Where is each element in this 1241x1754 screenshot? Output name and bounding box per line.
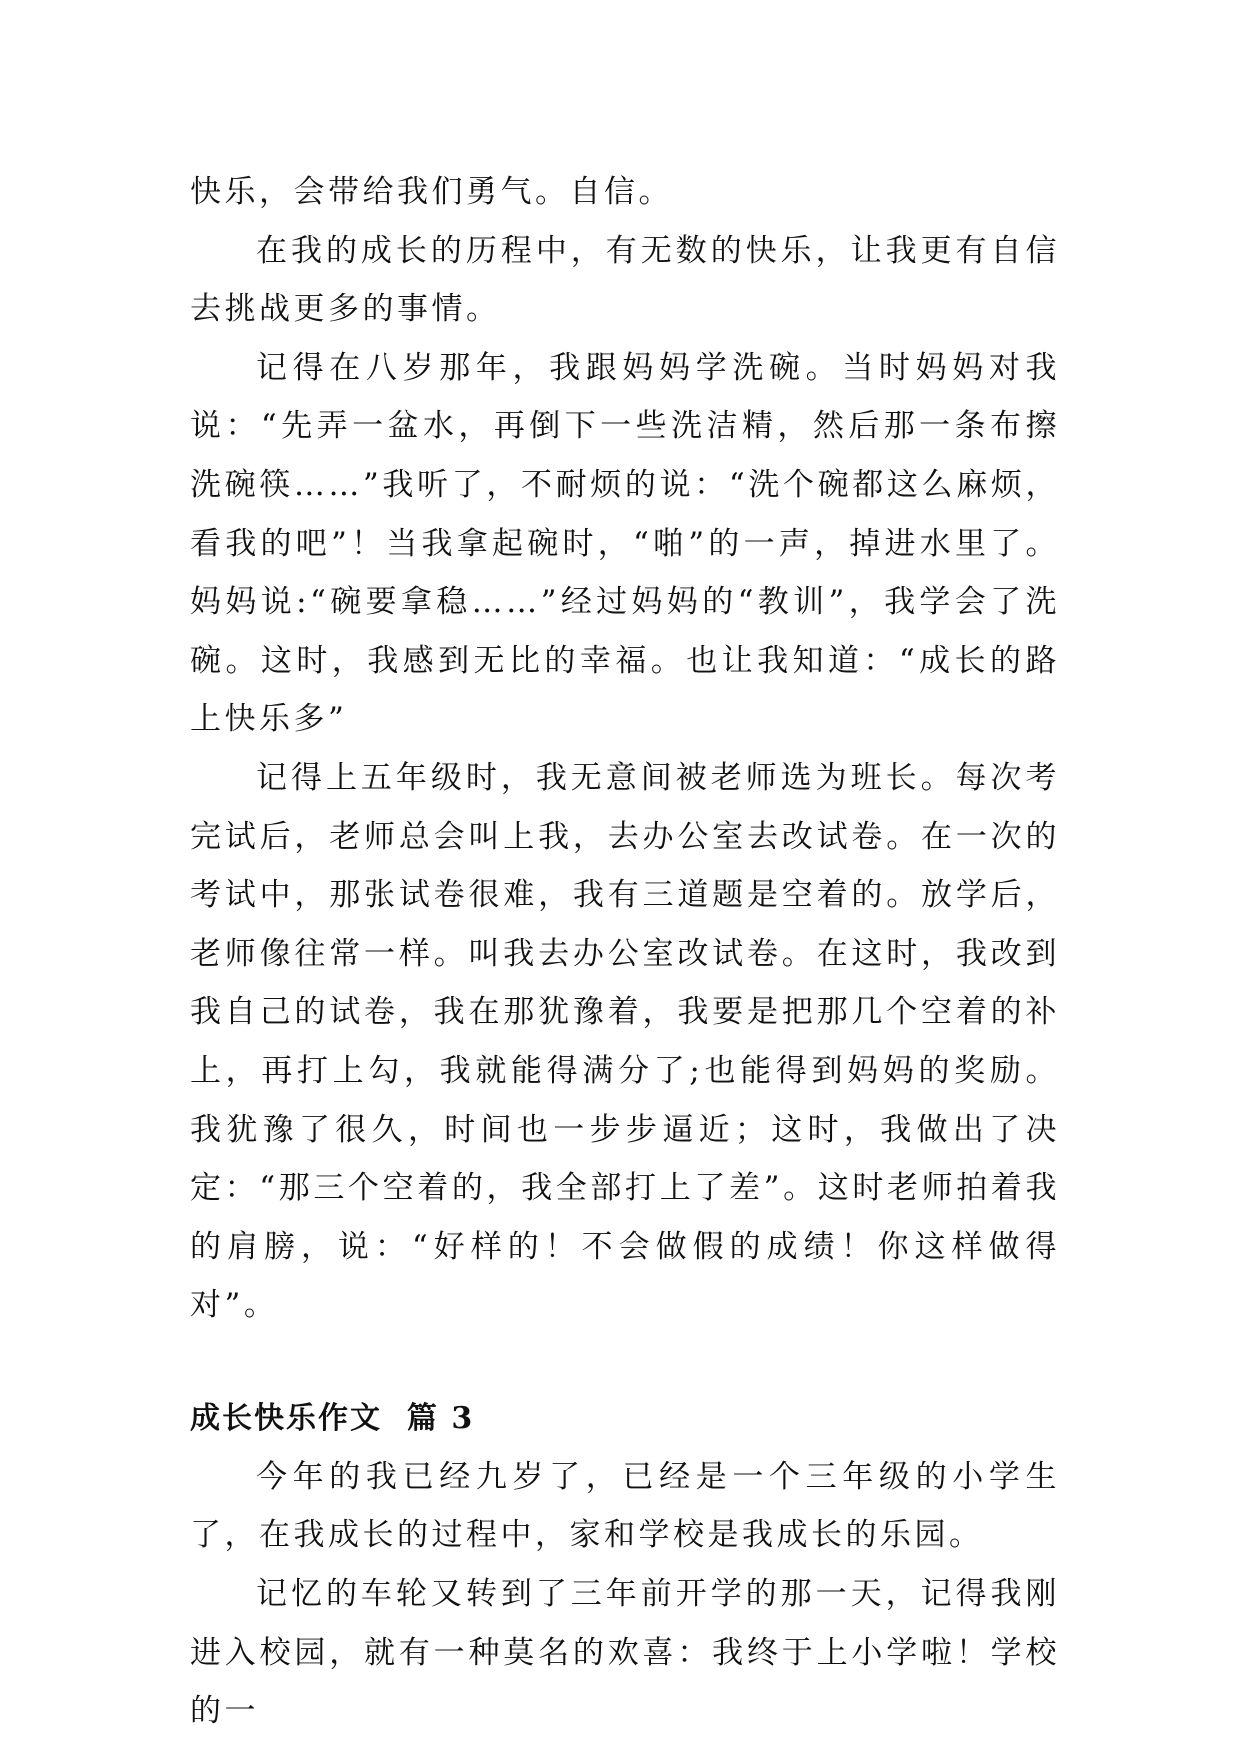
paragraph-class-monitor: 记得上五年级时，我无意间被老师选为班长。每次考完试后，老师总会叫上我，去办公室去改试卷。在一次的考试中，那张试卷很难，我有三道题是空着的。放学后，老师像往常一样。叫我去办公室改试卷。在这时，我改到我自己的试卷，我在那犹豫着，我要是把那几个空着的补上，再打上勾，我就能得满分了;也能得到妈妈的奖励。我犹豫了很久，时间也一步步逼近；这时，我做出了决定：“那三个空着的，我全部打上了差”。这时老师拍着我的肩膀，说：“好样的！不会做假的成绩！你这样做得对”。: [190, 759, 1060, 1324]
section-heading: 成长快乐作文 篇 3: [190, 1400, 475, 1436]
paragraph-nine-years-old: 今年的我已经九岁了，已经是一个三年级的小学生了，在我成长的过程中，家和学校是我成长的乐园。: [190, 1458, 1060, 1554]
document-body: [190, 163, 1060, 1741]
paragraph-washing-dishes: 记得在八岁那年，我跟妈妈学洗碗。当时妈妈对我说：“先弄一盆水，再倒下一些洗洁精，然后那一条布擦洗碗筷……”我听了，不耐烦的说：“洗个碗都这么麻烦，看我的吧”！当我拿起碗时，“啪”的一声，掉进水里了。妈妈说:“碗要拿稳……”经过妈妈的“教训”，我学会了洗碗。这时，我感到无比的幸福。也让我知道：“成长的路上快乐多”: [190, 349, 1060, 738]
paragraph-first-school-day: 记忆的车轮又转到了三年前开学的那一天，记得我刚进入校园，就有一种莫名的欢喜：我终于上小学啦！学校的一: [190, 1576, 1060, 1730]
paragraph-confidence: 在我的成长的历程中，有无数的快乐，让我更有自信去挑战更多的事情。: [190, 232, 1060, 328]
paragraph-intro-line: 快乐，会带给我们勇气。自信。: [190, 174, 673, 210]
